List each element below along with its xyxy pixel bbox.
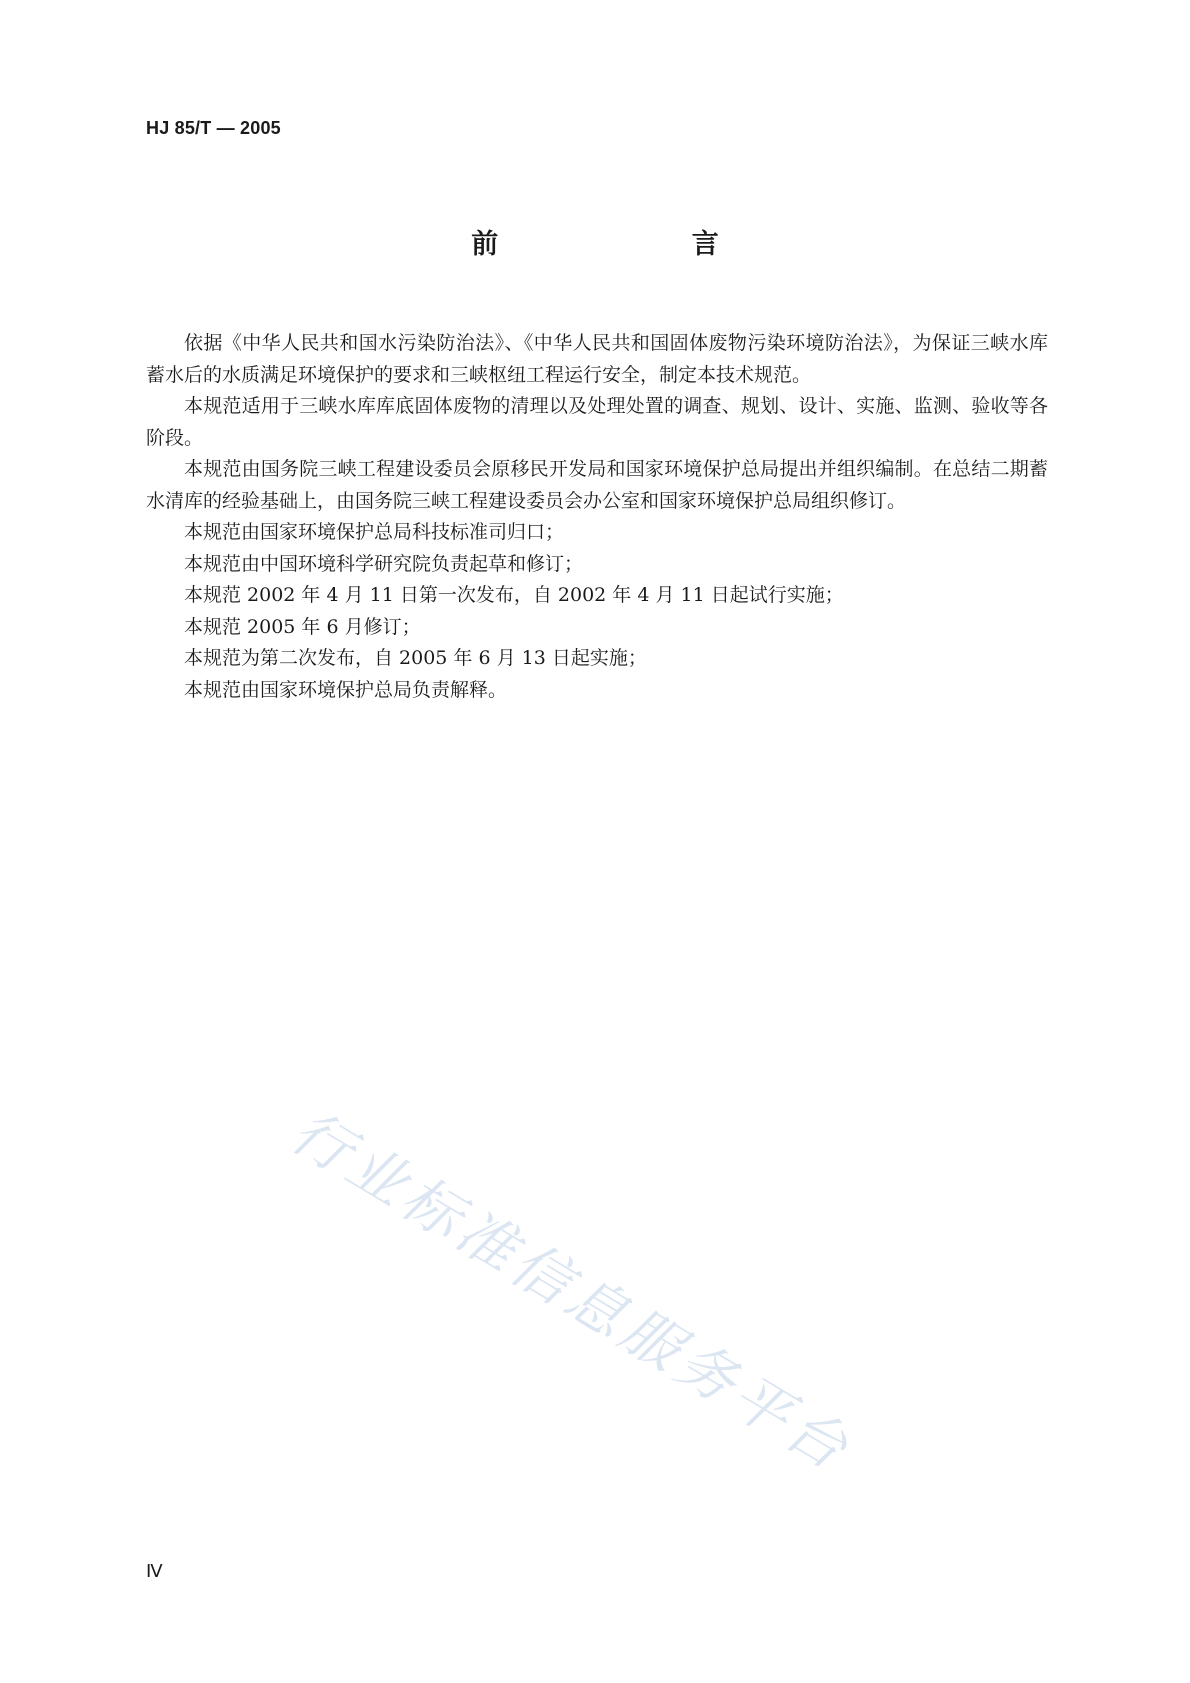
paragraph-compilation: 本规范由国务院三峡工程建设委员会原移民开发局和国家环境保护总局提出并组织编制。在总结二期蓄水清库的经验基础上，由国务院三峡工程建设委员会办公室和国家环境保护总局组织修订。	[146, 458, 1048, 512]
paragraph-second-release: 本规范为第二次发布，自 2005 年 6 月 13 日起实施；	[184, 647, 647, 669]
paragraph-interpretation: 本规范由国家环境保护总局负责解释。	[184, 678, 508, 701]
paragraph-basis: 依据《中华人民共和国水污染防治法》、《中华人民共和国固体废物污染环境防治法》，为保证三峡水库蓄水后的水质满足环境保护的要求和三峡枢纽工程运行安全，制定本技术规范。	[146, 332, 1048, 386]
watermark: 行业标准信息服务平台	[279, 1097, 864, 1486]
paragraph-drafted-by: 本规范由中国环境科学研究院负责起草和修订；	[184, 552, 584, 575]
body-text	[146, 328, 1048, 706]
paragraph-centralized: 本规范由国家环境保护总局科技标准司归口；	[184, 521, 565, 543]
page-number: Ⅳ	[146, 1561, 163, 1581]
document-code: HJ 85/T — 2005	[146, 118, 281, 138]
paragraph-scope: 本规范适用于三峡水库库底固体废物的清理以及处理处置的调查、规划、设计、实施、监测、验收等各阶段。	[146, 395, 1048, 449]
page-title: 前 言	[471, 229, 811, 260]
paragraph-first-release: 本规范 2002 年 4 月 11 日第一次发布，自 2002 年 4 月 11 日起试行实施；	[184, 584, 844, 606]
paragraph-revision: 本规范 2005 年 6 月修订；	[184, 615, 421, 638]
